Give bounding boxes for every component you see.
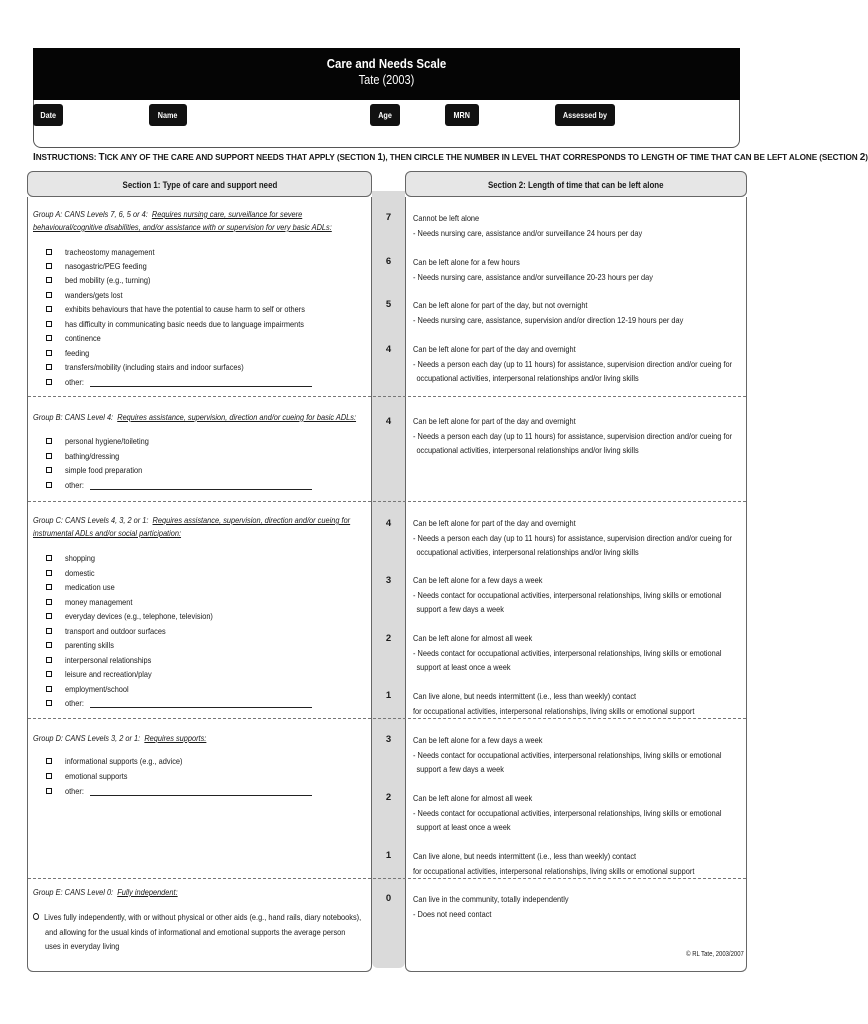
other-input-line[interactable] (90, 377, 312, 387)
checkbox-icon[interactable] (46, 671, 52, 677)
checkbox-item[interactable]: everyday devices (e.g., telephone, television) (46, 609, 237, 623)
level-number[interactable]: 4 (385, 416, 392, 427)
other-input-line[interactable] (90, 786, 312, 796)
checkbox-icon[interactable] (46, 657, 52, 663)
checkbox-item[interactable]: feeding (46, 346, 93, 360)
level-description: Cannot be left alone - Needs nursing care, assistance and/or surveillance 24 hours per day (413, 213, 643, 238)
checkbox-item[interactable]: transfers/mobility (including stairs and indoor surfaces) (46, 360, 273, 374)
checkbox-icon[interactable] (46, 570, 52, 576)
level-description: Can be left alone for part of the day, but not overnight - Needs nursing care, assistance, supervision and/or direction 12-19 hours per day (413, 300, 684, 325)
level-description: Can be left alone for a few days a week - Needs contact for occupational activities, interpersonal relationships, living skills or emotional support a few days a week (413, 575, 722, 614)
checkbox-item[interactable]: informational supports (e.g., advice) (46, 754, 202, 768)
other-input-line[interactable] (90, 698, 312, 708)
checkbox-item[interactable]: continence (46, 331, 107, 345)
checkbox-icon[interactable] (46, 292, 52, 298)
checkbox-item[interactable]: simple food preparation (46, 463, 155, 477)
checkbox-icon[interactable] (46, 379, 52, 385)
level-description: Can be left alone for almost all week - Needs contact for occupational activities, interpersonal relationships, living skills or emotional support at least once a week (413, 633, 722, 672)
checkbox-item[interactable]: money management (46, 595, 143, 609)
checkbox-icon[interactable] (46, 263, 52, 269)
checkbox-icon[interactable] (46, 555, 52, 561)
instructions: INSTRUCTIONS: TICK ANY OF THE CARE AND SUPPORT NEEDS THAT APPLY (SECTION 1), THEN CIRCLE THE NUMBER IN LEVEL THAT CORRESPONDS TO LENGTH OF TIME THAT CAN BE LEFT ALONE (SECTION 2) (33, 152, 868, 163)
checkbox-item[interactable]: bed mobility (e.g., turning) (46, 273, 164, 287)
checkbox-icon[interactable] (46, 249, 52, 255)
group-divider (28, 878, 746, 879)
checkbox-icon[interactable] (46, 482, 52, 488)
level-number[interactable]: 4 (385, 518, 392, 529)
group-a-title: Group A: CANS Levels 7, 6, 5 or 4: Requires nursing care, surveillance for severe behavioural/cognitive disabilities, and/or assistance with or supervision for very basic ADLs: (33, 209, 332, 232)
checkbox-item[interactable]: wanders/gets lost (46, 288, 132, 302)
level-description: Can be left alone for a few days a week - Needs contact for occupational activities, interpersonal relationships, living skills or emotional support a few days a week (413, 735, 722, 774)
group-d-title: Group D: CANS Levels 3, 2 or 1: Requires supports: (33, 733, 207, 743)
checkbox-item[interactable]: parenting skills (46, 638, 122, 652)
section-2-header: Section 2: Length of time that can be left alone (405, 171, 747, 197)
level-number[interactable]: 1 (385, 850, 392, 861)
other-input-line[interactable] (90, 480, 312, 490)
checkbox-icon[interactable] (46, 364, 52, 370)
level-number[interactable]: 2 (385, 633, 392, 644)
checkbox-icon[interactable] (46, 321, 52, 327)
checkbox-icon[interactable] (46, 700, 52, 706)
level-number[interactable]: 1 (385, 690, 392, 701)
checkbox-item-other[interactable]: other: (46, 478, 312, 492)
form-subtitle: Tate (2003) (358, 73, 415, 87)
checkbox-icon[interactable] (46, 628, 52, 634)
date-field-label: Date (33, 104, 63, 126)
level-number[interactable]: 4 (385, 344, 392, 355)
checkbox-item[interactable]: domestic (46, 566, 99, 580)
level-description: Can live in the community, totally independently - Does not need contact (413, 894, 569, 919)
level-description: Can be left alone for part of the day and overnight - Needs a person each day (up to 11 hours) for assistance, supervision direction and/or cueing for occupational activities, interpersonal relationships and/or living skills (413, 344, 733, 383)
checkbox-item-other[interactable]: other: (46, 784, 312, 798)
checkbox-icon[interactable] (46, 599, 52, 605)
checkbox-item[interactable]: medication use (46, 580, 123, 594)
checkbox-item[interactable]: shopping (46, 551, 100, 565)
checkbox-icon[interactable] (46, 788, 52, 794)
level-number[interactable]: 3 (385, 734, 392, 745)
checkbox-item[interactable]: leisure and recreation/play (46, 667, 166, 681)
level-description: Can be left alone for part of the day and overnight - Needs a person each day (up to 11 hours) for assistance, supervision direction and/or cueing for occupational activities, interpersonal relationships and/or living skills (413, 518, 733, 557)
checkbox-icon[interactable] (46, 758, 52, 764)
mrn-field-label: MRN (445, 104, 479, 126)
checkbox-icon[interactable] (46, 686, 52, 692)
group-divider (28, 718, 746, 719)
section-1-header: Section 1: Type of care and support need (27, 171, 372, 197)
form-title: Care and Needs Scale (326, 56, 447, 71)
checkbox-item[interactable]: tracheostomy management (46, 245, 169, 259)
checkbox-item[interactable]: nasogastric/PEG feeding (46, 259, 160, 273)
checkbox-item[interactable]: has difficulty in communicating basic needs due to language impairments (46, 317, 343, 331)
checkbox-icon[interactable] (46, 277, 52, 283)
level-number[interactable]: 5 (385, 299, 392, 310)
level-description: Can be left alone for almost all week - Needs contact for occupational activities, interpersonal relationships, living skills or emotional support at least once a week (413, 793, 722, 832)
level-description: Can be left alone for part of the day and overnight - Needs a person each day (up to 11 hours) for assistance, supervision direction and/or cueing for occupational activities, interpersonal relationships and/or living skills (413, 416, 733, 455)
checkbox-icon[interactable] (46, 467, 52, 473)
checkbox-item[interactable]: transport and outdoor surfaces (46, 624, 182, 638)
checkbox-item[interactable]: bathing/dressing (46, 449, 128, 463)
checkbox-item[interactable]: interpersonal relationships (46, 653, 165, 667)
level-number[interactable]: 6 (385, 256, 392, 267)
radio-item-independent[interactable]: Lives fully independently, with or without physical or other aids (e.g., hand rails, diary notebooks), and allowing for the usual kinds of informational and emotional supports the average person uses in everyday living (33, 910, 415, 954)
checkbox-icon[interactable] (46, 584, 52, 590)
checkbox-icon[interactable] (46, 306, 52, 312)
age-field-label: Age (370, 104, 400, 126)
level-description: Can live alone, but needs intermittent (i.e., less than weekly) contact for occupational activities, interpersonal relationships, living skills or emotional support (413, 851, 695, 876)
group-e-title: Group E: CANS Level 0: Fully independent: (33, 887, 178, 897)
checkbox-item[interactable]: emotional supports (46, 769, 138, 783)
checkbox-icon[interactable] (46, 453, 52, 459)
level-description: Can be left alone for a few hours - Needs nursing care, assistance and/or surveillance 20-23 hours per day (413, 257, 653, 282)
group-c-title: Group C: CANS Levels 4, 3, 2 or 1: Requires assistance, supervision, direction and/or cueing for instrumental ADLs and/or social participation: (33, 515, 351, 538)
level-number[interactable]: 3 (385, 575, 392, 586)
checkbox-icon[interactable] (46, 350, 52, 356)
level-description: Can live alone, but needs intermittent (i.e., less than weekly) contact for occupational activities, interpersonal relationships, living skills or emotional support (413, 691, 695, 716)
checkbox-item[interactable]: employment/school (46, 682, 139, 696)
assessed-by-field-label: Assessed by (555, 104, 615, 126)
copyright-notice: © RL Tate, 2003/2007 (686, 951, 744, 958)
group-b-title: Group B: CANS Level 4: Requires assistance, supervision, direction and/or cueing for basic ADLs: (33, 412, 357, 422)
checkbox-icon[interactable] (46, 438, 52, 444)
form-header (33, 48, 740, 100)
checkbox-icon[interactable] (46, 613, 52, 619)
checkbox-item[interactable]: exhibits behaviours that have the potential to cause harm to self or others (46, 302, 344, 316)
radio-circle-icon[interactable] (33, 913, 39, 920)
name-field-label: Name (149, 104, 187, 126)
checkbox-icon[interactable] (46, 335, 52, 341)
group-divider (28, 396, 746, 397)
level-number[interactable]: 2 (385, 792, 392, 803)
checkbox-item-other[interactable]: other: (46, 696, 312, 710)
checkbox-icon[interactable] (46, 642, 52, 648)
checkbox-icon[interactable] (46, 773, 52, 779)
checkbox-item[interactable]: personal hygiene/toileting (46, 434, 162, 448)
checkbox-item-other[interactable]: other: (46, 375, 312, 389)
group-divider (28, 501, 746, 502)
level-number[interactable]: 0 (385, 893, 392, 904)
level-number[interactable]: 7 (385, 212, 392, 223)
